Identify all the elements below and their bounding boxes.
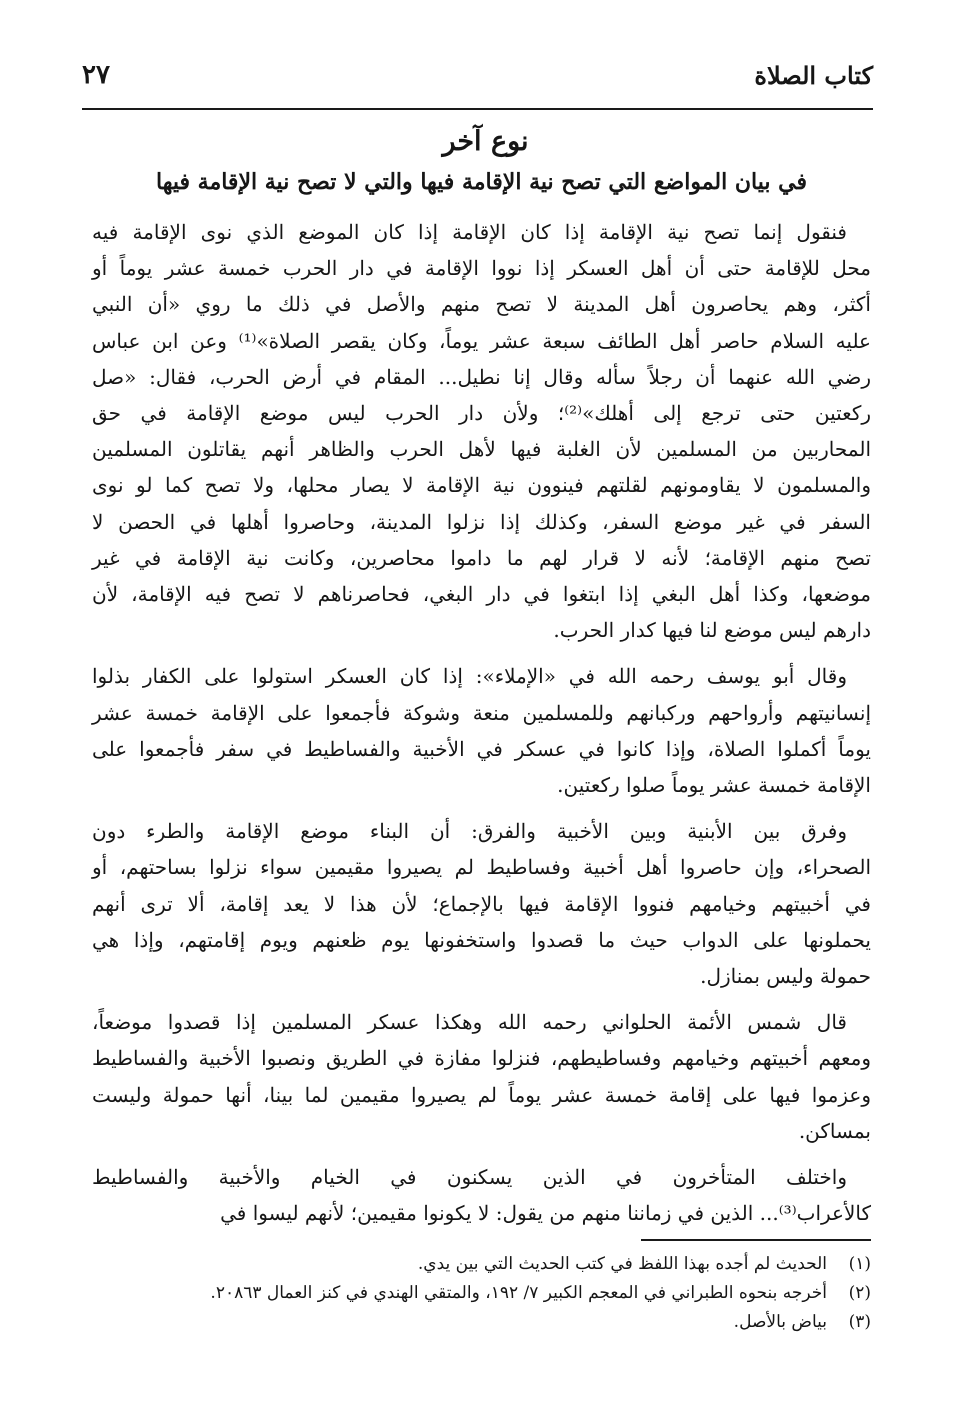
section-heading: نوع آخر — [442, 126, 529, 157]
text-line: المحاربين من المسلمين لأن الغلبة فيها لأهل الحرب والظاهر أنهم يقاتلون المسلمين — [92, 437, 871, 462]
text-line: واختلف المتأخرون في الذين يسكنون في الخيام والأخبية والفساطيط — [92, 1165, 847, 1190]
text-line: عليه السلام حاصر أهل الطائف سبعة عشر يوماً، وكان يقصر الصلاة»⁽¹⁾ وعن ابن عباس — [92, 328, 871, 353]
text-line: ومعهم أخبيتهم وخيامهم وفساطيطهم، فنزلوا مفازة في الطريق ونصبوا الأخبية والفساطيط — [92, 1046, 871, 1071]
text-line: السفر في غير موضع السفر، وكذلك إذا نزلوا المدينة، وحاصروا أهلها في الحصن لا — [92, 509, 871, 534]
section-subheading: في بيان المواضع التي تصح نية الإقامة فيها والتي لا تصح نية الإقامة فيها — [155, 169, 808, 195]
text-line: قال شمس الأئمة الحلواني رحمه الله وهكذا عسكر المسلمين إذا قصدوا موضعاً، — [92, 1010, 847, 1035]
footnote-number: (١) — [848, 1254, 871, 1274]
paragraph — [92, 1159, 871, 1231]
paragraph — [92, 1004, 871, 1149]
paragraph — [92, 658, 871, 803]
text-line: حمولة وليس بمنازل. — [700, 964, 871, 989]
text-line: كالأعراب⁽³⁾... الذين في زماننا منهم من يقول: لا يكونوا مقيمين؛ لأنهم ليسوا في — [220, 1201, 871, 1226]
footnote — [92, 1250, 871, 1279]
text-line: موضعها، وكذا أهل البغي إذا ابتغوا في دار البغي، فحاصرناهم لا تصح فيه الإقامة، لأن — [92, 582, 871, 607]
text-line: وفرق بين الأبنية وبين الأخبية والفرق: أن البناء موضع الإقامة والطرء دون — [92, 819, 848, 844]
text-line: والمسلمون لا يقاومونهم لقلتهم فينوون نية الإقامة لا يصار محلها، ولا تصح كما لو نوى — [92, 473, 871, 498]
footnote — [92, 1279, 871, 1308]
footnote-text: بياض بالأصل. — [733, 1312, 827, 1332]
text-line: فنقول إنما تصح نية الإقامة إذا كان الإقامة إذا كان الموضع الذي نوى الإقامة فيه — [92, 220, 847, 244]
footnote — [92, 1308, 871, 1337]
paragraph — [92, 813, 871, 994]
text-line: أكثر، وهم يحاصرون أهل المدينة لا تصح منهم والأصل في ذلك ما روي «أن النبي — [92, 292, 871, 317]
text-line: دارهم ليس موضع لنا فيها كدار الحرب. — [553, 618, 871, 643]
text-line: يوماً أكملوا الصلاة، وإذا كانوا في عسكر في الأخبية والفساطيط في سفر فأجمعوا على — [92, 736, 872, 761]
text-line: تصح منهم الإقامة؛ لأنه لا قرار لهم ما داموا محاصرين، وكانت نية الإقامة في غير — [92, 545, 871, 570]
text-line: يحملونها على الدواب حيث ما قصدوا واستخفونها يوم ظعنهم ويوم إقامتهم، وإذا هي — [92, 927, 871, 952]
paragraph — [92, 214, 871, 648]
text-line: ركعتين حتى ترجع إلى أهلك»⁽²⁾؛ ولأن دار الحرب ليس موضع الإقامة في حق — [92, 401, 871, 426]
text-line: الإقامة خمسة عشر يوماً صلوا ركعتين. — [557, 773, 871, 798]
running-header — [82, 50, 873, 110]
footnote-number: (٢) — [848, 1283, 871, 1303]
body-text — [92, 214, 871, 1241]
text-line: وعزموا فيها على إقامة خمسة عشر يوماً لم يصيروا مقيمين لما بينا، أنها حمولة وليست — [92, 1082, 871, 1107]
page-number: ٢٧ — [82, 60, 110, 90]
text-line: الصحراء، وإن حاصروا أهل أخبية وفساطيط لم يصيروا مقيمين سواء نزلوا بساحتهم، أو — [92, 855, 871, 880]
footnote-text: أخرجه بنحوه الطبراني في المعجم الكبير ٧/ ١٩٢، والمتقي الهندي في كنز العمال ٢٠٨٦٣. — [210, 1283, 827, 1303]
text-line: رضي الله عنهما أن رجلاً سأله وقال إنا نطيل... المقام في أرض الحرب، فقال: «صل — [92, 364, 871, 389]
footnote-divider — [641, 1239, 871, 1241]
footnote-number: (٣) — [848, 1312, 871, 1332]
running-header-title: كتاب الصلاة — [754, 61, 873, 90]
footnote-text: الحديث لم أجده بهذا اللفظ في كتب الحديث التي بين يدي. — [417, 1254, 827, 1274]
footnotes — [92, 1250, 871, 1337]
text-line: وقال أبو يوسف رحمه الله في «الإملاء»: إذا كان العسكر استولوا على الكفار بذلوا — [92, 664, 847, 689]
text-line: محل للإقامة حتى أن أهل العسكر إذا نووا الإقامة في دار الحرب خمسة عشر يوماً أو — [92, 256, 871, 281]
text-line: بمساكن. — [798, 1118, 871, 1143]
text-line: إنسانيتهم وأرواحهم وركبانهم وللمسلمين منعة وشوكة فأجمعوا على الإقامة خمسة عشر — [92, 700, 871, 725]
text-line: في أخبيتهم وخيامهم فنووا الإقامة فيها بالإجماع؛ لأن هذا لا يعد إقامة، ألا ترى أنهم — [92, 891, 871, 916]
